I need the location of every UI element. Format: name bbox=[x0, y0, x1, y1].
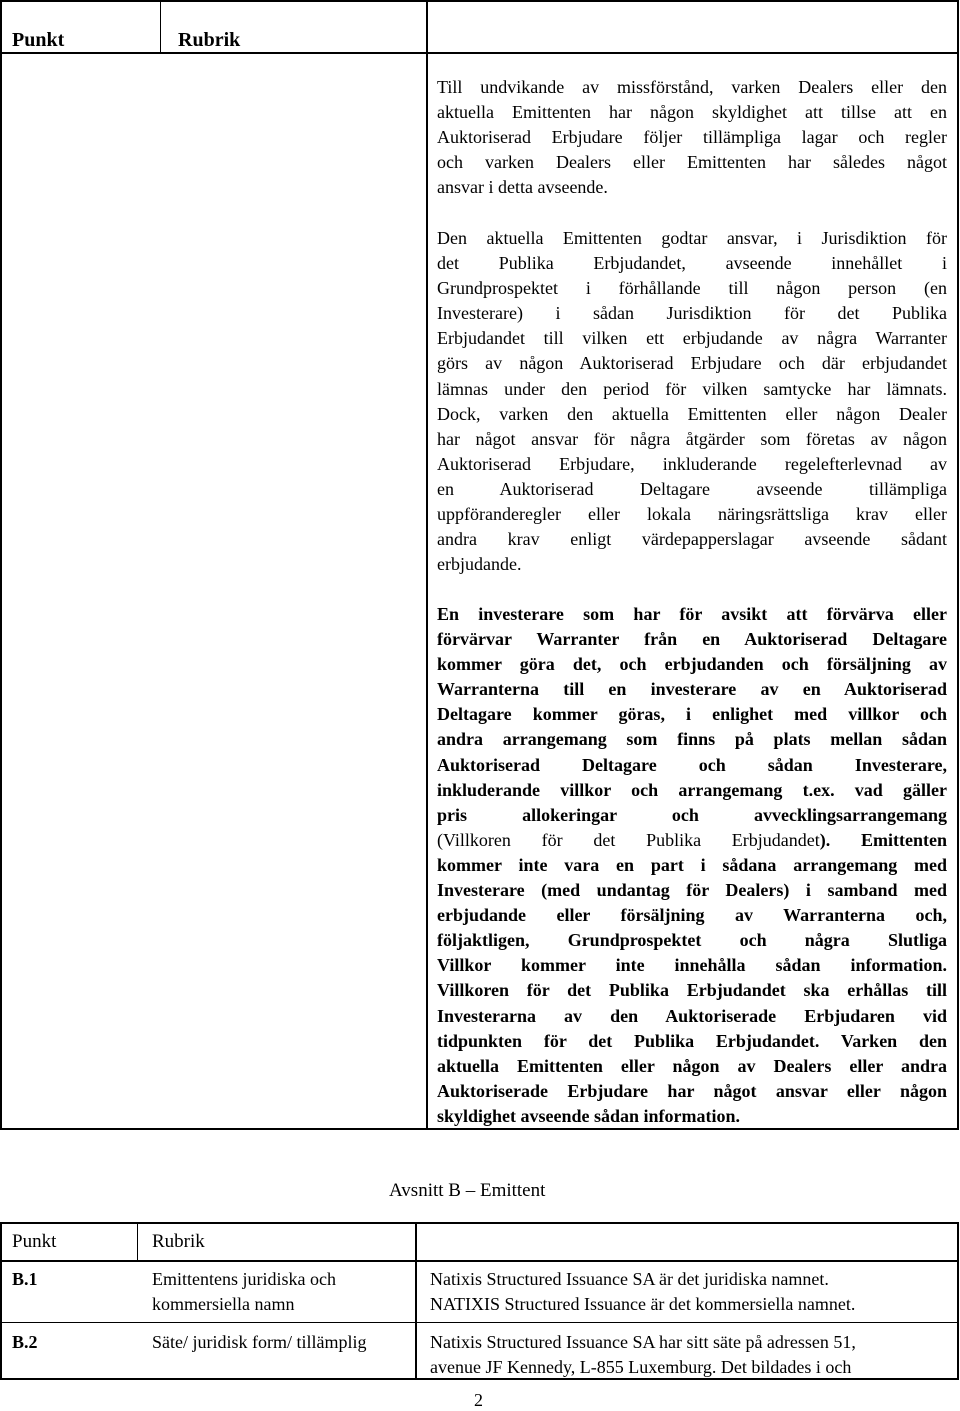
paragraph-1-line: Till undvikande av missförstånd, varken Dealers eller den bbox=[437, 77, 947, 97]
table2-left-border bbox=[0, 1222, 2, 1380]
paragraph-3-bold-run: kommer inte vara en part i sådana arrangemang med bbox=[437, 854, 947, 875]
paragraph-3-bold-run: aktuella Emittenten eller någon av Dealers eller andra bbox=[437, 1055, 947, 1076]
table2-row-b2-content-line: Natixis Structured Issuance SA har sitt säte på adressen 51, bbox=[430, 1332, 856, 1352]
paragraph-1-line: Auktoriserad Erbjudare följer tillämpliga lagar och regler bbox=[437, 127, 947, 148]
table2-row-b2-punkt: B.2 bbox=[12, 1332, 38, 1352]
paragraph-3-bold-run: förvärvar Warranter från en Auktoriserad Deltagare bbox=[437, 629, 947, 650]
paragraph-3-bold-run: Investerarna av den Auktoriserade Erbjudaren vid bbox=[437, 1005, 947, 1026]
paragraph-3-bold-run: Villkoren för det Publika Erbjudandet ska erhållas till bbox=[437, 980, 947, 1001]
paragraph-3-line bbox=[437, 903, 947, 928]
table2-header-punkt: Punkt bbox=[12, 1231, 57, 1252]
paragraph-3-bold-run: erbjudande eller försäljning av Warranterna och, bbox=[437, 905, 947, 926]
table2-col2-divider bbox=[415, 1222, 417, 1380]
paragraph-3-bold-run: Warranterna till en investerare av en Auktoriserad bbox=[437, 679, 947, 700]
table2-header-rubrik: Rubrik bbox=[152, 1231, 205, 1252]
paragraph-2-line: andra krav enligt värdepapperslagar avseende sådant bbox=[437, 529, 947, 550]
table2-row-b1-punkt: B.1 bbox=[12, 1269, 38, 1289]
paragraph-3-line bbox=[437, 778, 947, 803]
paragraph-2-line: Grundprospektet i förhållande till någon person (en bbox=[437, 278, 947, 299]
paragraph-3-bold-run: följaktligen, Grundprospektet och några Slutliga bbox=[437, 930, 947, 951]
paragraph-3-bold-run: tidpunkten för det Publika Erbjudandet. Varken den bbox=[437, 1030, 947, 1051]
table2-row-divider bbox=[0, 1322, 959, 1323]
page-number: 2 bbox=[474, 1390, 483, 1410]
paragraph-3-line bbox=[437, 953, 947, 978]
paragraph-1-line: ansvar i detta avseende. bbox=[437, 177, 608, 198]
table1-header-rubrik: Rubrik bbox=[178, 29, 241, 51]
section-title: Avsnitt B – Emittent bbox=[389, 1180, 546, 1201]
paragraph-3-bold-run: Deltagare kommer göras, i enlighet med villkor och bbox=[437, 704, 947, 725]
table1-left-border bbox=[0, 0, 2, 1130]
paragraph-3-line bbox=[437, 853, 947, 878]
paragraph-3-bold-run: pris allokeringar och avvecklingsarrangemang bbox=[437, 804, 947, 825]
paragraph-2-line: Auktoriserad Erbjudare, inkluderande regelefterlevnad av bbox=[437, 453, 947, 474]
paragraph-2-line: lämnas under den period för vilken samtycke har lämnats. bbox=[437, 378, 947, 399]
paragraph-3-line bbox=[437, 652, 947, 677]
table2-header-bottom-border bbox=[0, 1260, 959, 1262]
paragraph-3-line bbox=[437, 727, 947, 752]
paragraph-3-line bbox=[437, 1004, 947, 1029]
paragraph-3-bold-run: andra arrangemang som finns på plats mellan sådan bbox=[437, 729, 947, 750]
paragraph-3-bold-run: ). Emittenten bbox=[819, 829, 947, 850]
paragraph-1 bbox=[437, 75, 947, 200]
paragraph-2-line: det Publika Erbjudandet, avseende innehållet i bbox=[437, 253, 947, 274]
table2-row-b2-content-line: avenue JF Kennedy, L-855 Luxemburg. Det bildades i och bbox=[430, 1357, 852, 1377]
paragraph-3-bold-run: Investerare (med undantag för Dealers) i samband med bbox=[437, 880, 947, 901]
paragraph-3-bold-run: Auktoriserade Erbjudare har något ansvar eller någon bbox=[437, 1080, 947, 1101]
paragraph-3-line bbox=[437, 878, 947, 903]
table2-right-border bbox=[957, 1222, 959, 1380]
paragraph-1-line: aktuella Emittenten har någon skyldighet att tillse att en bbox=[437, 102, 947, 123]
paragraph-2-line: en Auktoriserad Deltagare avseende tillämpliga bbox=[437, 478, 947, 499]
paragraph-3 bbox=[437, 602, 947, 1129]
paragraph-2-line: Den aktuella Emittenten godtar ansvar, i Jurisdiktion för bbox=[437, 228, 947, 248]
paragraph-3-line bbox=[437, 702, 947, 727]
paragraph-2-line: görs av någon Auktoriserad Erbjudare och där erbjudandet bbox=[437, 353, 947, 374]
table2-top-border bbox=[0, 1222, 959, 1224]
paragraph-3-line bbox=[437, 978, 947, 1003]
paragraph-2-line: Dock, varken den aktuella Emittenten eller någon Dealer bbox=[437, 403, 947, 424]
paragraph-3-line bbox=[437, 677, 947, 702]
paragraph-2-line: Investerare) i sådan Jurisdiktion för det Publika bbox=[437, 303, 947, 324]
table1-col1-divider bbox=[160, 0, 161, 54]
paragraph-2-line: Erbjudandet till vilken ett erbjudande av några Warranter bbox=[437, 328, 947, 349]
paragraph-2-line: uppföranderegler eller lokala näringsrättsliga krav eller bbox=[437, 504, 947, 525]
paragraph-2-line: erbjudande. bbox=[437, 554, 522, 575]
paragraph-3-line bbox=[437, 803, 947, 828]
paragraph-3-bold-run: Auktoriserad Deltagare och sådan Investerare, bbox=[437, 754, 947, 775]
paragraph-3-bold-run: En investerare som har för avsikt att förvärva eller bbox=[437, 604, 947, 624]
table2-row-b1-content-line: NATIXIS Structured Issuance är det kommersiella namnet. bbox=[430, 1294, 856, 1314]
paragraph-3-bold-run: Villkor kommer inte innehålla sådan information. bbox=[437, 955, 947, 976]
table1-header-bottom-border bbox=[0, 52, 959, 54]
paragraph-3-line bbox=[437, 928, 947, 953]
paragraph-2 bbox=[437, 226, 947, 577]
paragraph-3-line bbox=[437, 1079, 947, 1104]
table1-right-border bbox=[957, 0, 959, 1130]
paragraph-3-line bbox=[437, 1054, 947, 1079]
table2-col1-divider bbox=[137, 1222, 138, 1262]
paragraph-2-line: har något ansvar för några åtgärder som företas av någon bbox=[437, 428, 947, 449]
paragraph-3-line bbox=[437, 602, 947, 627]
table2-row-b1-content-line: Natixis Structured Issuance SA är det juridiska namnet. bbox=[430, 1269, 829, 1289]
paragraph-3-line bbox=[437, 1104, 947, 1129]
paragraph-3-bold-run: kommer göra det, och erbjudanden och försäljning av bbox=[437, 654, 947, 675]
table2-row-b1-rubrik-line: kommersiella namn bbox=[152, 1294, 295, 1314]
table1-header-punkt: Punkt bbox=[12, 29, 65, 51]
paragraph-3-bold-run: skyldighet avseende sådan information. bbox=[437, 1105, 741, 1126]
paragraph-3-line bbox=[437, 753, 947, 778]
paragraph-3-line bbox=[437, 828, 947, 853]
paragraph-1-line: och varken Dealers eller Emittenten har således något bbox=[437, 152, 947, 173]
paragraph-3-line bbox=[437, 627, 947, 652]
table1-col2-divider bbox=[426, 0, 428, 1130]
paragraph-3-normal-run: (Villkoren för det Publika Erbjudandet bbox=[437, 829, 820, 850]
table2-row-b2-rubrik-line: Säte/ juridisk form/ tillämplig bbox=[152, 1332, 367, 1352]
paragraph-3-bold-run: inkluderande villkor och arrangemang t.ex. vad gäller bbox=[437, 779, 947, 800]
paragraph-3-line bbox=[437, 1029, 947, 1054]
table2-row-b1-rubrik-line: Emittentens juridiska och bbox=[152, 1269, 336, 1289]
table1-top-border bbox=[0, 0, 959, 2]
